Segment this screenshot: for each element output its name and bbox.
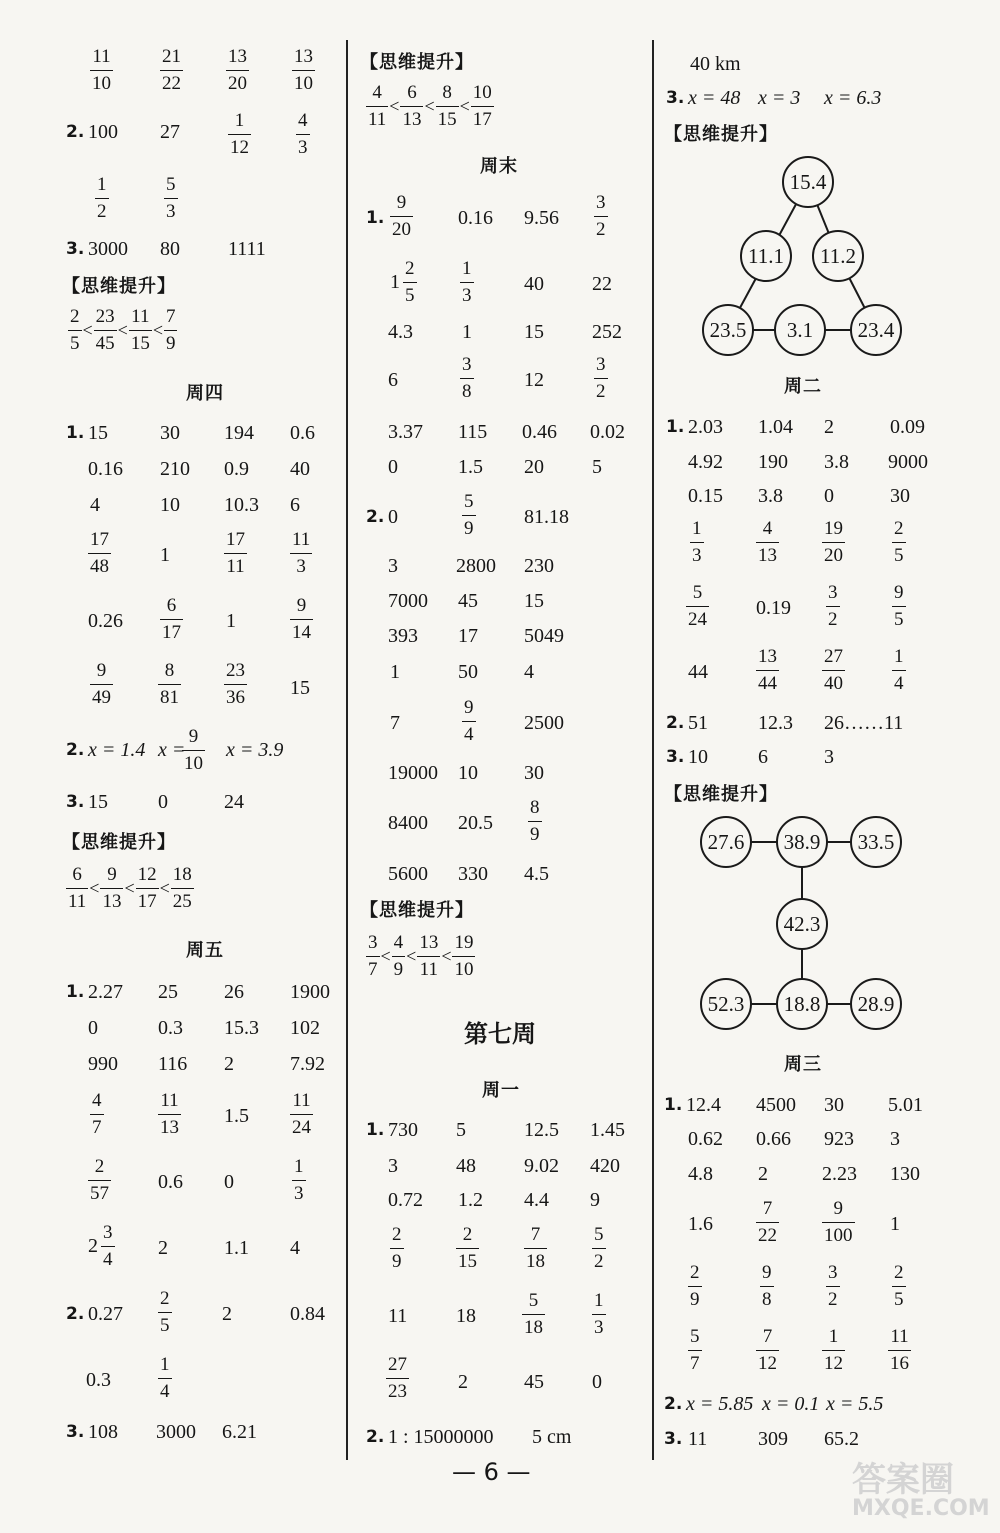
fraction: 9 10 bbox=[184, 726, 203, 774]
answer: x = 5.85 bbox=[686, 1393, 754, 1415]
fraction: 1 3 bbox=[294, 1156, 304, 1204]
question-number-2: 2. bbox=[666, 713, 685, 733]
answer: 50 bbox=[458, 661, 478, 683]
answer: 5 bbox=[592, 456, 602, 478]
answer: x = 3 bbox=[758, 87, 801, 109]
fraction: 17 11 bbox=[226, 529, 245, 577]
answer: 81.18 bbox=[524, 506, 569, 528]
answer: 0.09 bbox=[890, 416, 925, 438]
answer: 1111 bbox=[228, 238, 266, 260]
section-heading-thu: 周四 bbox=[186, 383, 224, 404]
answer: 11 bbox=[388, 1305, 408, 1327]
answer: 48 bbox=[456, 1155, 476, 1177]
answer: 1.1 bbox=[224, 1237, 249, 1259]
answer: 9 bbox=[590, 1189, 600, 1211]
answer: x = 3.9 bbox=[226, 739, 284, 761]
question-number-2: 2. bbox=[66, 1304, 85, 1324]
fraction: 4 13 bbox=[758, 518, 777, 566]
answer: 1900 bbox=[290, 981, 330, 1003]
fraction: 11 16 bbox=[890, 1326, 909, 1374]
answer: 9.02 bbox=[524, 1155, 559, 1177]
watermark-logo: 答案圈 bbox=[852, 1460, 954, 1500]
thinking-heading: 【思维提升】 bbox=[360, 900, 474, 921]
answer: x = 0.1 bbox=[762, 1393, 820, 1415]
answer: 1.5 bbox=[458, 456, 483, 478]
fraction: 1 4 bbox=[160, 1354, 170, 1402]
fraction-chain: $\frac{4}{11}$ < $\frac{6}{13}$ < $\frac{8}{15}$ < $\frac{10}{17}$ bbox=[368, 82, 492, 130]
node-label: 15.4 bbox=[789, 170, 827, 194]
answer: 26……11 bbox=[824, 712, 904, 734]
fraction: 21 22 bbox=[162, 46, 181, 94]
answer: 5 cm bbox=[532, 1426, 572, 1448]
answer: 4.5 bbox=[524, 863, 549, 885]
question-number-2: 2. bbox=[366, 507, 385, 527]
answer: 6 bbox=[758, 746, 768, 768]
answer: 20.5 bbox=[458, 812, 493, 834]
answer: 2 bbox=[158, 1237, 168, 1259]
node-label: 23.5 bbox=[709, 318, 747, 342]
section-heading-weekend: 周末 bbox=[480, 156, 518, 177]
answer: 3.37 bbox=[388, 421, 423, 443]
answer: 15 bbox=[88, 422, 108, 444]
answer: 0.46 bbox=[522, 421, 557, 443]
question-number-2: 2. bbox=[66, 740, 85, 760]
answer: 990 bbox=[88, 1053, 118, 1075]
answer: 15 bbox=[524, 321, 544, 343]
fraction: 17 48 bbox=[90, 529, 109, 577]
node-label: 3.1 bbox=[786, 318, 814, 342]
fraction: 27 23 bbox=[388, 1354, 407, 1402]
answer: 100 bbox=[88, 121, 118, 143]
answer: 1.45 bbox=[590, 1119, 625, 1141]
fraction: 1 3 bbox=[692, 518, 702, 566]
answer: 5600 bbox=[388, 863, 428, 885]
answer: 4500 bbox=[756, 1094, 796, 1116]
node-label: 23.4 bbox=[857, 318, 895, 342]
answer: 0 bbox=[592, 1371, 602, 1393]
answer: 7 bbox=[390, 712, 400, 734]
fraction: 11 24 bbox=[292, 1090, 311, 1138]
section-heading-wed: 周三 bbox=[784, 1054, 822, 1075]
answer: 10 bbox=[458, 762, 478, 784]
answer: 1.5 bbox=[224, 1105, 249, 1127]
question-number-3: 3. bbox=[66, 1422, 85, 1442]
answer: 4.4 bbox=[524, 1189, 549, 1211]
fraction-chain: $\frac{6}{11}$ < $\frac{9}{13}$ < $\frac{12}{17}$ < $\frac{18}{25}$ bbox=[68, 864, 192, 912]
thinking-heading: 【思维提升】 bbox=[62, 276, 176, 297]
fraction: 5 7 bbox=[690, 1326, 700, 1374]
fraction: 2 57 bbox=[90, 1156, 109, 1204]
answer: 0 bbox=[224, 1171, 234, 1193]
answer: x = 5.5 bbox=[826, 1393, 884, 1415]
question-number-3: 3. bbox=[66, 792, 85, 812]
answer: 12.4 bbox=[686, 1094, 721, 1116]
answer: 2 bbox=[224, 1053, 234, 1075]
fraction: 7 12 bbox=[758, 1326, 777, 1374]
answer: 0 bbox=[388, 506, 398, 528]
fraction: 6 17 bbox=[162, 595, 181, 643]
answer: 0.02 bbox=[590, 421, 625, 443]
answer: 0.19 bbox=[756, 597, 791, 619]
fraction: 1 12 bbox=[230, 110, 249, 158]
answer: 12.5 bbox=[524, 1119, 559, 1141]
fraction-chain: $\frac{3}{7}$ < $\frac{4}{9}$ < $\frac{13}{11}$ < $\frac{19}{10}$ bbox=[368, 932, 474, 980]
question-number-2: 2. bbox=[66, 122, 85, 142]
answer: 51 bbox=[688, 712, 708, 734]
answer: 30 bbox=[160, 422, 180, 444]
answer: 44 bbox=[688, 661, 708, 683]
fraction: 11 3 bbox=[292, 529, 311, 577]
answer: 10.3 bbox=[224, 494, 259, 516]
fraction: 9 14 bbox=[292, 595, 311, 643]
answer: 6 bbox=[388, 369, 398, 391]
answer: 0.9 bbox=[224, 458, 249, 480]
answer: 4.3 bbox=[388, 321, 413, 343]
answer: 65.2 bbox=[824, 1428, 859, 1450]
fraction: 4 7 bbox=[92, 1090, 102, 1138]
answer: 2 bbox=[824, 416, 834, 438]
answer: x = 48 bbox=[688, 87, 741, 109]
fraction: 1 3 bbox=[594, 1290, 604, 1338]
answer: 0 bbox=[388, 456, 398, 478]
fraction: 13 20 bbox=[228, 46, 247, 94]
question-number-2: 2. bbox=[664, 1394, 683, 1414]
fraction: 3 2 bbox=[828, 582, 838, 630]
answer: 4.8 bbox=[688, 1163, 713, 1185]
answer: 0 bbox=[158, 791, 168, 813]
answer: 30 bbox=[524, 762, 544, 784]
answer: 4 bbox=[524, 661, 534, 683]
answer: 15 bbox=[88, 791, 108, 813]
answer: 0.27 bbox=[88, 1303, 123, 1325]
answer: 923 bbox=[824, 1128, 854, 1150]
answer: 3 bbox=[388, 1155, 398, 1177]
fraction: 8 81 bbox=[160, 660, 179, 708]
fraction: 1 4 bbox=[894, 646, 904, 694]
answer: 3 bbox=[890, 1128, 900, 1150]
fraction-chain: $\frac{2}{5}$ < $\frac{23}{45}$ < $\frac{11}{15}$ < $\frac{7}{9}$ bbox=[70, 306, 176, 354]
fraction: 3 2 bbox=[828, 1262, 838, 1310]
answer: 40 km bbox=[690, 53, 741, 75]
answer: 0.66 bbox=[756, 1128, 791, 1150]
answer: 393 bbox=[388, 625, 418, 647]
answer: 0.84 bbox=[290, 1303, 325, 1325]
answer: 4.92 bbox=[688, 451, 723, 473]
fraction: 13 10 bbox=[294, 46, 313, 94]
answer: 0.3 bbox=[158, 1017, 183, 1039]
answer: 15 bbox=[524, 590, 544, 612]
answer: 5049 bbox=[524, 625, 564, 647]
answer: 3000 bbox=[156, 1421, 196, 1443]
node-label: 38.9 bbox=[783, 830, 821, 854]
thinking-heading: 【思维提升】 bbox=[664, 784, 778, 805]
answer: 210 bbox=[160, 458, 190, 480]
fraction: 11 10 bbox=[92, 46, 111, 94]
answer: 0 bbox=[88, 1017, 98, 1039]
answer: 2.03 bbox=[688, 416, 723, 438]
answer: 3 bbox=[824, 746, 834, 768]
answer: 30 bbox=[890, 485, 910, 507]
node-label: 52.3 bbox=[707, 992, 745, 1016]
question-number-3: 3. bbox=[66, 239, 85, 259]
fraction: 13 44 bbox=[758, 646, 777, 694]
fraction: 27 40 bbox=[824, 646, 843, 694]
question-number-1: 1. bbox=[366, 208, 385, 228]
answer: 6.21 bbox=[222, 1421, 257, 1443]
answer: 40 bbox=[290, 458, 310, 480]
question-number-3: 3. bbox=[666, 88, 685, 108]
fraction: 1 2 bbox=[97, 174, 107, 222]
fraction: 2 5 bbox=[894, 518, 904, 566]
question-number-3: 3. bbox=[666, 747, 685, 767]
answer: 24 bbox=[224, 791, 244, 813]
fraction: 5 3 bbox=[166, 174, 176, 222]
answer: 0.15 bbox=[688, 485, 723, 507]
question-number-1: 1. bbox=[664, 1095, 683, 1115]
answer: 330 bbox=[458, 863, 488, 885]
answer: 20 bbox=[524, 456, 544, 478]
answer: 0 bbox=[824, 485, 834, 507]
answer: 2.23 bbox=[822, 1163, 857, 1185]
answer: 0.26 bbox=[88, 610, 123, 632]
node-label: 33.5 bbox=[857, 830, 895, 854]
answer: 5.01 bbox=[888, 1094, 923, 1116]
node-label: 28.9 bbox=[857, 992, 895, 1016]
fraction: 3 2 bbox=[596, 354, 606, 402]
fraction: 5 9 bbox=[464, 491, 474, 539]
answer: 26 bbox=[224, 981, 244, 1003]
answer: 7.92 bbox=[290, 1053, 325, 1075]
answer: 0.3 bbox=[86, 1369, 111, 1391]
answer: 45 bbox=[524, 1371, 544, 1393]
answer: x = bbox=[158, 739, 186, 761]
fraction: 8 9 bbox=[530, 797, 540, 845]
answer: x = 1.4 bbox=[88, 739, 146, 761]
answer: 2 bbox=[758, 1163, 768, 1185]
answer: 25 bbox=[158, 981, 178, 1003]
fraction: 5 2 bbox=[594, 1224, 604, 1272]
answer: 1 bbox=[462, 321, 472, 343]
answer: 6 bbox=[290, 494, 300, 516]
section-heading-mon: 周一 bbox=[482, 1080, 520, 1101]
answer: 1 bbox=[160, 544, 170, 566]
answer: 3000 bbox=[88, 238, 128, 260]
answer: 12 bbox=[524, 369, 544, 391]
answer: 17 bbox=[458, 625, 478, 647]
answer: 80 bbox=[160, 238, 180, 260]
fraction: 1 12 bbox=[824, 1326, 843, 1374]
answer: 0.16 bbox=[458, 207, 493, 229]
answer: 309 bbox=[758, 1428, 788, 1450]
answer: 19000 bbox=[388, 762, 438, 784]
answer: 2500 bbox=[524, 712, 564, 734]
answer: 2 bbox=[222, 1303, 232, 1325]
answer: 116 bbox=[158, 1053, 188, 1075]
answer: 40 bbox=[524, 273, 544, 295]
answer: 2 bbox=[458, 1371, 468, 1393]
answer: 9.56 bbox=[524, 207, 559, 229]
question-number-3: 3. bbox=[664, 1429, 683, 1449]
fraction: 9 49 bbox=[92, 660, 111, 708]
fraction: 5 18 bbox=[524, 1290, 543, 1338]
fraction: 3 8 bbox=[462, 354, 472, 402]
section-heading-tue: 周二 bbox=[784, 376, 822, 397]
answer: 45 bbox=[458, 590, 478, 612]
answer: 1.6 bbox=[688, 1213, 713, 1235]
node-label: 27.6 bbox=[707, 830, 745, 854]
question-number-2: 2. bbox=[366, 1427, 385, 1447]
fraction: 9 4 bbox=[464, 697, 474, 745]
question-number-1: 1. bbox=[666, 417, 685, 437]
answer: 108 bbox=[88, 1421, 118, 1443]
answer: 10 bbox=[688, 746, 708, 768]
fraction: 4 3 bbox=[298, 110, 308, 158]
answer: 130 bbox=[890, 1163, 920, 1185]
answer: 1 bbox=[890, 1213, 900, 1235]
fraction: 2 9 bbox=[392, 1224, 402, 1272]
fraction: 2 5 bbox=[160, 1288, 170, 1336]
answer: 7000 bbox=[388, 590, 428, 612]
answer: 1.2 bbox=[458, 1189, 483, 1211]
fraction: 1 3 bbox=[462, 258, 472, 306]
answer: 420 bbox=[590, 1155, 620, 1177]
answer: 230 bbox=[524, 555, 554, 577]
thinking-heading: 【思维提升】 bbox=[62, 832, 176, 853]
fraction: 2 5 bbox=[894, 1262, 904, 1310]
answer: 0.6 bbox=[158, 1171, 183, 1193]
node-label: 11.1 bbox=[748, 244, 784, 268]
fraction: 2 15 bbox=[458, 1224, 477, 1272]
fraction: 19 20 bbox=[824, 518, 843, 566]
answer: 102 bbox=[290, 1017, 320, 1039]
answer: 18 bbox=[456, 1305, 476, 1327]
answer: 252 bbox=[592, 321, 622, 343]
answer: 30 bbox=[824, 1094, 844, 1116]
answer: 22 bbox=[592, 273, 612, 295]
answer: 9000 bbox=[888, 451, 928, 473]
question-number-1: 1. bbox=[66, 423, 85, 443]
question-number-1: 1. bbox=[66, 982, 85, 1002]
answer: 1 bbox=[226, 610, 236, 632]
answer: 8400 bbox=[388, 812, 428, 834]
answer: 5 bbox=[456, 1119, 466, 1141]
answer: 1 : 15000000 bbox=[388, 1426, 494, 1448]
answer: 2800 bbox=[456, 555, 496, 577]
answer: 190 bbox=[758, 451, 788, 473]
answer: 194 bbox=[224, 422, 254, 444]
answer: 15 bbox=[290, 677, 310, 699]
fraction: 11 13 bbox=[160, 1090, 179, 1138]
fraction: 7 22 bbox=[758, 1198, 777, 1246]
fraction: 9 5 bbox=[894, 582, 904, 630]
answer: 15.3 bbox=[224, 1017, 259, 1039]
node-label: 18.8 bbox=[783, 992, 821, 1016]
answer: 1 bbox=[390, 661, 400, 683]
answer: 0.62 bbox=[688, 1128, 723, 1150]
answer: 115 bbox=[458, 421, 488, 443]
watermark-url: MXQE.COM bbox=[852, 1496, 990, 1521]
node-label: 42.3 bbox=[783, 912, 821, 936]
answer: 730 bbox=[388, 1119, 418, 1141]
answer: 4 bbox=[290, 1237, 300, 1259]
answer: 2.27 bbox=[88, 981, 123, 1003]
answer: 0.6 bbox=[290, 422, 315, 444]
mixed-number: 2 $\frac{3}{4}$ bbox=[88, 1222, 113, 1270]
fraction: 23 36 bbox=[226, 660, 245, 708]
answer: 27 bbox=[160, 121, 180, 143]
answer: 1.04 bbox=[758, 416, 793, 438]
answer: 11 bbox=[688, 1428, 708, 1450]
question-number-1: 1. bbox=[366, 1120, 385, 1140]
fraction: 3 2 bbox=[596, 192, 606, 240]
answer: 12.3 bbox=[758, 712, 793, 734]
fraction: 5 24 bbox=[688, 582, 707, 630]
answer: 3.8 bbox=[824, 451, 849, 473]
fraction: 9 100 bbox=[824, 1198, 853, 1246]
answer: 3.8 bbox=[758, 485, 783, 507]
page-number: — 6 — bbox=[452, 1458, 531, 1486]
fraction: 2 9 bbox=[690, 1262, 700, 1310]
fraction: 9 20 bbox=[392, 192, 411, 240]
answer: 3 bbox=[388, 555, 398, 577]
fraction: 7 18 bbox=[526, 1224, 545, 1272]
section-heading-week7: 第七周 bbox=[464, 1019, 536, 1048]
mixed-number: 1 $\frac{2}{5}$ bbox=[390, 258, 415, 306]
answer: 0.16 bbox=[88, 458, 123, 480]
answer: x = 6.3 bbox=[824, 87, 882, 109]
fraction: 9 8 bbox=[762, 1262, 772, 1310]
section-heading-fri: 周五 bbox=[186, 940, 224, 961]
node-label: 11.2 bbox=[820, 244, 856, 268]
answer: 0.72 bbox=[388, 1189, 423, 1211]
answer: 4 bbox=[90, 494, 100, 516]
answer: 10 bbox=[160, 494, 180, 516]
thinking-heading: 【思维提升】 bbox=[360, 52, 474, 73]
thinking-heading: 【思维提升】 bbox=[664, 124, 778, 145]
